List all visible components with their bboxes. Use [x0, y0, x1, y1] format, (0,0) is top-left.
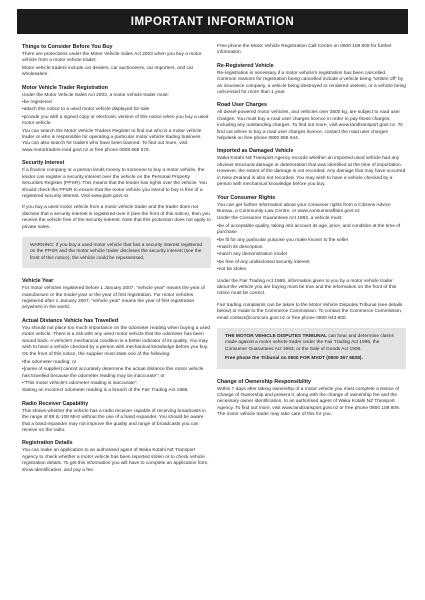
bullet-item: • be free of any undisclosed security interest	[217, 260, 406, 266]
tribunal-box	[217, 328, 406, 369]
section-radio-receiver	[22, 401, 211, 435]
bullet-item: • be fit for any particular purpose you make known to the seller	[217, 238, 406, 244]
paragraph: If you buy a used motor vehicle from a motor vehicle trader and the trader does not disclose that a security interest is registered over it (see the front of this notice), then you receive the vehicle free of the security interest. Note that this protection does not apply to private sales.	[22, 205, 211, 230]
paragraph: Stating an incorrect odometer reading is a breach of the Fair Trading Act 1986.	[22, 388, 189, 394]
paragraph: This shows whether the vehicle has a radio receiver capable of receiving broadcasts in the range of 88 to 108 MHz without the use of a band expander. You should be aware that a band expander may not improve the quality and range of broadcasts you can receive on the radio.	[22, 408, 206, 434]
paragraph: You should not place too much importance on the odometer reading when buying a used motor vehicle. There is a risk with any used motor vehicle that the odometer has been wound back. A vehicle's mechanical condition is a better indicator of its quality. You may wish to have a vehicle checked by a person with mechanical knowledge before you buy.	[22, 325, 211, 350]
section-heading: Security Interest	[22, 160, 65, 167]
left-column	[22, 44, 211, 480]
section-change-of-ownership	[217, 379, 406, 419]
bullet-item: • [name of supplier] cannot accurately determine the actual distance this motor vehicle has travelled because the odometer reading may be inaccurate"; or	[22, 367, 211, 380]
bullet-item: • "This motor vehicle's odometer reading is inaccurate".	[22, 381, 211, 387]
paragraph: Under the Motor Vehicle Sales Act 2003, a motor vehicle trader must:	[22, 92, 169, 98]
right-column	[217, 44, 406, 425]
paragraph: Motor vehicle traders include car dealers, car auctioneers, car importers, and car wholesalers.	[22, 65, 194, 78]
paragraph: Waka Kotahi NZ Transport Agency records whether an imported used vehicle had any obvious structural damage or deterioration that was identified at the time of importation. However, the extent of the damage is not recorded. Any damage that may have occurred in New Zealand is also not recorded. You may wish to have a vehicle checked by a person with mechanical knowledge before you buy.	[217, 156, 406, 188]
warning-text: WARNING: If you buy a used motor vehicle that has a security interest registered on the PPSR and the motor vehicle trader discloses the security interest (see the front of this notice), the vehicle could be repossessed.	[30, 242, 203, 261]
section-heading: Things to Consider Before You Buy	[22, 44, 113, 50]
section-trader-registration	[22, 85, 211, 155]
section-heading: Imported as Damaged Vehicle	[217, 148, 294, 155]
section-call-centre	[217, 44, 406, 57]
section-actual-distance	[22, 318, 211, 395]
bullet-item: • attach this notice to a used motor vehicle displayed for sale	[22, 107, 211, 113]
paragraph: Within 7 days after taking ownership of a motor vehicle you must complete a Notice of Change of Ownership and present it, along with the change of ownership fee and the necessary owner identification, to an authorised agent of Waka Kotahi NZ Transport Agency. To find out more, visit www.landtransport.govt.nz or free phone 0800 108 809. The motor vehicle trader may take care of this for you.	[217, 386, 401, 418]
bullet-item: • match any demonstration model	[217, 252, 406, 258]
paragraph: You can search the Motor Vehicle Traders Register to find out who is a motor vehicle trader or who is responsible for operating a particular motor vehicle trading business. You can also search for traders who have been banned. To find out more, visit www.motortraders.med.govt.nz or free phone 0508 668 678.	[22, 128, 202, 153]
warning-box	[22, 237, 211, 268]
bullet-item: • match its description	[217, 245, 406, 251]
section-registration-details	[22, 440, 211, 474]
paragraph: All diesel-powered motor vehicles, and vehicles over 3500 kg, are subject to road user charges. You must buy a road user charges licence in order to pay these charges, including any outstanding charges. To find out more, visit www.landtransport.govt.nz. To find out where to buy a road user charges licence, contact the road user charges helpdesk on free phone 0800 655 644.	[217, 110, 403, 142]
bullet-item: • be registered	[22, 100, 211, 106]
section-road-user-charges	[217, 102, 406, 142]
bullet-item: • not be stolen.	[217, 267, 406, 273]
tribunal-text: can hear and determine claims made against a motor vehicle trader under the Fair Trading Act 1986, the Consumer Guarantees Act 1993, or the Sale of Goods Act 1908.	[225, 334, 394, 352]
section-heading: Motor Vehicle Trader Registration	[22, 84, 108, 91]
paragraph: There are protections under the Motor Vehicle Sales Act 2003 when you buy a motor vehicle from a motor vehicle trader.	[22, 52, 202, 64]
paragraph: On the front of this notice, the supplier must state one of the following:	[22, 352, 171, 358]
paragraph: Re-registration is necessary if a motor vehicle's registration has been cancelled. Common reasons for registration being cancelled include a vehicle being "written off" by an insurance company, a vehicle being destroyed or rendered useless, or a vehicle being unlicensed for more than 1 year.	[217, 70, 406, 96]
section-heading: Radio Receiver Capability	[22, 400, 89, 407]
paragraph: If a finance company or a person lends money to someone to buy a motor vehicle, the lender can register a security interest over the vehicle on the Personal Property Securities Register (PPSR). This means that the lender has rights over the vehicle. You should check the PPSR to ensure that the motor vehicle you intend to buy is free of a registered security interest. Visit www.ppsr.govt.nz	[22, 168, 207, 199]
section-heading: Change of Ownership Responsibility	[217, 378, 312, 385]
section-heading: Registration Details	[22, 440, 73, 447]
section-heading: Road User Charges	[217, 102, 268, 109]
section-heading: Vehicle Year	[22, 278, 54, 285]
page-title-banner	[17, 9, 408, 34]
paragraph: Free phone the Motor Vehicle Registration Call Centre on 0800 108 809 for further information.	[217, 44, 392, 56]
page-title: IMPORTANT INFORMATION	[130, 15, 295, 28]
section-re-registered	[217, 63, 406, 97]
paragraph: Under the Consumer Guarantees Act 1993, a vehicle must:	[217, 216, 343, 222]
bullet-item: • be of acceptable quality, taking into account its age, price, and condition at the time of purchase	[217, 224, 406, 237]
section-consumer-rights	[217, 195, 406, 323]
section-security-interest	[22, 160, 211, 231]
section-things-to-consider	[22, 44, 211, 79]
section-heading: Actual Distance Vehicle has Travelled	[22, 317, 119, 324]
section-imported-damaged	[217, 148, 406, 188]
paragraph: Under the Fair Trading Act 1986, information given to you by a motor vehicle trader about the vehicle you are buying must be true and the information on the front of this notice must be correct.	[217, 278, 397, 297]
section-vehicle-year	[22, 278, 211, 312]
section-heading: Your Consumer Rights	[217, 194, 276, 201]
section-heading: Re-Registered Vehicle	[217, 62, 274, 69]
paragraph: You can get further information about your consumer rights from a Citizens Advice Bureau, a Community Law Centre, or www.consumeraffairs.govt.nz	[217, 202, 391, 214]
paragraph: For motor vehicles registered before 1 January 2007, "vehicle year" means the year of manufacture or the model year or the year of first registration. For motor vehicles registered after 1 January 2007, "vehicle year" means the year of first registration anywhere in the world.	[22, 286, 205, 311]
tribunal-title: THE MOTOR VEHICLE DISPUTES TRIBUNAL	[225, 334, 327, 339]
tribunal-phone: Free phone the Tribunal on 0800 FOR MVDT (0800 367 6838).	[225, 356, 363, 362]
bullet-item: • provide you with a signed copy or electronic version of this notice when you buy a used motor vehicle.	[22, 115, 211, 128]
paragraph: You can make an application to an authorised agent of Waka Kotahi NZ Transport Agency to check whether a motor vehicle has been reported stolen or to check vehicle registration details. To get this information you will have to complete an application form, show identification, and pay a fee.	[22, 448, 209, 473]
paragraph: Fair trading complaints can be taken to the Motor Vehicle Disputes Tribunal (see details below) or made to the Commerce Commission. To contact the Commerce Commission, email contact@comcom.govt.nz or free phone 0800 943 600.	[217, 302, 403, 321]
bullet-item: • the odometer reading; or	[22, 360, 211, 366]
